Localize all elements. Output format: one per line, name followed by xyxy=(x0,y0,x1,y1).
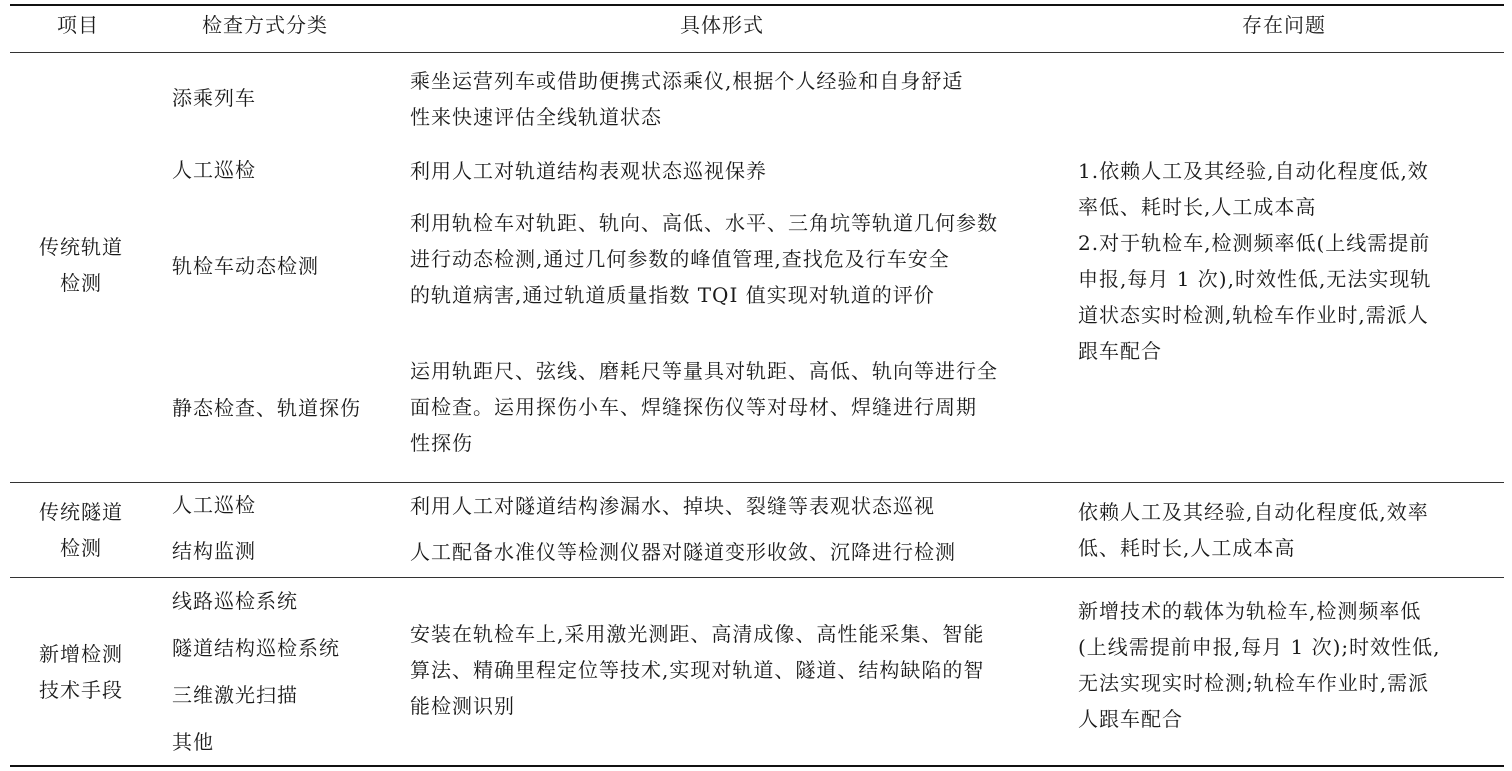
method-cell: 线路巡检系统 xyxy=(172,589,298,613)
method-cell: 隧道结构巡检系统 xyxy=(172,636,340,660)
header-problem: 存在问题 xyxy=(1242,13,1326,37)
form-cell: 利用轨检车对轨距、轨向、高低、水平、三角坑等轨道几何参数 进行动态检测,通过几何参数的峰值管理,查找危及行车安全 的轨道病害,通过轨道质量指数 TQI 值实现对轨道的评价 xyxy=(410,211,998,307)
method-cell: 人工巡检 xyxy=(172,493,256,517)
group-divider-2 xyxy=(10,577,1504,578)
form-cell: 运用轨距尺、弦线、磨耗尺等量具对轨距、高低、轨向等进行全 面检查。运用探伤小车、焊缝探伤仪等对母材、焊缝进行周期 性探伤 xyxy=(410,359,998,455)
header-rule xyxy=(10,52,1504,53)
header-item: 项目 xyxy=(57,13,99,37)
method-cell: 人工巡检 xyxy=(172,158,256,182)
method-cell: 添乘列车 xyxy=(172,86,256,110)
form-cell: 利用人工对轨道结构表观状态巡视保养 xyxy=(410,159,767,183)
method-cell: 静态检查、轨道探伤 xyxy=(172,396,361,420)
form-cell: 乘坐运营列车或借助便携式添乘仪,根据个人经验和自身舒适 性来快速评估全线轨道状态 xyxy=(410,69,964,129)
method-cell: 三维激光扫描 xyxy=(172,683,298,707)
method-cell: 其他 xyxy=(172,730,214,754)
category-cell: 传统轨道 检测 xyxy=(39,235,123,295)
header-form: 具体形式 xyxy=(680,13,764,37)
method-cell: 轨检车动态检测 xyxy=(172,254,319,278)
group-divider-1 xyxy=(10,482,1504,483)
problem-cell: 依赖人工及其经验,自动化程度低,效率 低、耗时长,人工成本高 xyxy=(1078,500,1429,560)
table-bottom-rule xyxy=(10,765,1504,767)
category-cell: 新增检测 技术手段 xyxy=(39,642,123,702)
table-top-rule xyxy=(10,4,1504,6)
method-cell: 结构监测 xyxy=(172,539,256,563)
header-method: 检查方式分类 xyxy=(202,13,328,37)
problem-cell: 新增技术的载体为轨检车,检测频率低 (上线需提前申报,每月 1 次);时效性低, 无法实现实时检测;轨检车作业时,需派 人跟车配合 xyxy=(1078,599,1441,731)
category-cell: 传统隧道 检测 xyxy=(39,500,123,560)
form-cell: 人工配备水准仪等检测仪器对隧道变形收敛、沉降进行检测 xyxy=(410,540,956,564)
form-cell: 利用人工对隧道结构渗漏水、掉块、裂缝等表观状态巡视 xyxy=(410,494,935,518)
form-cell: 安装在轨检车上,采用激光测距、高清成像、高性能采集、智能 算法、精确里程定位等技术,实现对轨道、隧道、结构缺陷的智 能检测识别 xyxy=(410,622,985,718)
problem-cell: 1.依赖人工及其经验,自动化程度低,效 率低、耗时长,人工成本高 2.对于轨检车,检测频率低(上线需提前 申报,每月 1 次),时效性低,无法实现轨 道状态实时检测,轨检车作业时,需派人 跟车配合 xyxy=(1078,159,1432,363)
